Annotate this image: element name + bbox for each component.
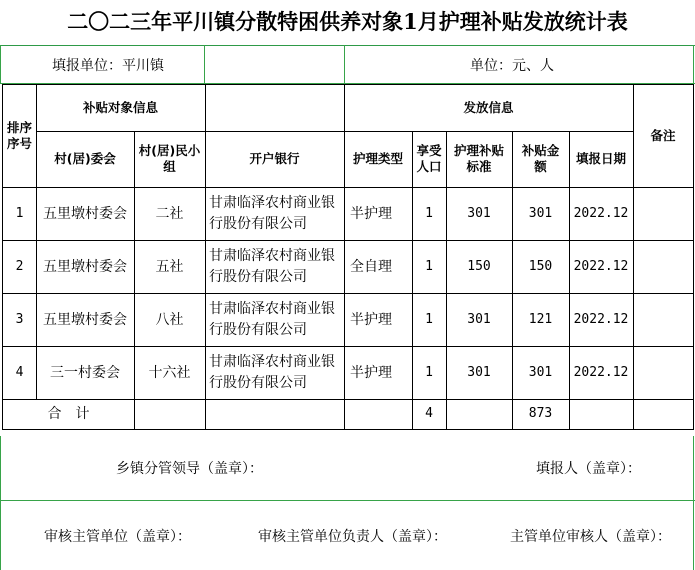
header-bank: 开户银行 — [205, 131, 345, 188]
table-cell-date: 2022.12 — [569, 187, 634, 241]
header-standard: 护理补贴标准 — [446, 131, 513, 188]
total-blank — [633, 399, 694, 430]
table-cell-group: 八社 — [134, 293, 206, 347]
currency-unit: 单位：元、人 — [470, 58, 554, 74]
header-remarks: 备注 — [633, 84, 694, 188]
header-village: 村(居)委会 — [36, 131, 135, 188]
table-cell-persons: 1 — [412, 240, 447, 294]
total-blank — [134, 399, 206, 430]
grid-line — [693, 45, 694, 83]
grid-line — [693, 436, 694, 570]
table-cell-date: 2022.12 — [569, 293, 634, 347]
title-divider — [0, 45, 695, 46]
table-cell-village: 五里墩村委会 — [36, 187, 135, 241]
table-cell-group: 十六社 — [134, 346, 206, 400]
filling-unit: 填报单位：平川镇 — [52, 58, 164, 74]
table-cell-bank: 甘肃临泽农村商业银行股份有限公司 — [205, 346, 345, 400]
header-persons: 享受人口 — [412, 131, 447, 188]
total-persons: 4 — [412, 399, 447, 430]
table-cell-persons: 1 — [412, 346, 447, 400]
table-cell-persons: 1 — [412, 187, 447, 241]
table-cell-group: 二社 — [134, 187, 206, 241]
total-blank — [344, 399, 413, 430]
sign-review-unit: 审核主管单位（盖章）： — [44, 529, 191, 545]
header-seq: 排序序号 — [2, 84, 37, 188]
header-subsidy-info: 补贴对象信息 — [36, 84, 206, 132]
header-payout-info: 发放信息 — [344, 84, 634, 132]
table-cell-persons: 1 — [412, 293, 447, 347]
sign-filler: 填报人（盖章）： — [536, 461, 641, 477]
grid-line — [0, 436, 1, 570]
grid-line — [0, 500, 695, 501]
table-cell-seq: 1 — [2, 187, 37, 241]
total-blank — [569, 399, 634, 430]
sign-review-person: 审核主管单位负责人（盖章）： — [258, 529, 447, 545]
table-cell-bank: 甘肃临泽农村商业银行股份有限公司 — [205, 240, 345, 294]
grid-line — [344, 45, 345, 83]
table-cell-amount: 121 — [512, 293, 570, 347]
table-cell-standard: 301 — [446, 346, 513, 400]
table-cell-village: 三一村委会 — [36, 346, 135, 400]
table-cell-standard: 150 — [446, 240, 513, 294]
table-cell-seq: 4 — [2, 346, 37, 400]
table-cell-amount: 150 — [512, 240, 570, 294]
header-care-type: 护理类型 — [344, 131, 413, 188]
total-blank — [205, 399, 345, 430]
table-cell-care-type: 半护理 — [344, 187, 413, 241]
table-cell-remarks — [633, 346, 694, 400]
table-cell-seq: 2 — [2, 240, 37, 294]
header-group: 村(居)民小组 — [134, 131, 206, 188]
sign-supervisor: 主管单位审核人（盖章）： — [510, 529, 671, 545]
total-blank — [446, 399, 513, 430]
table-cell-care-type: 半护理 — [344, 346, 413, 400]
table-cell-amount: 301 — [512, 346, 570, 400]
table-cell-amount: 301 — [512, 187, 570, 241]
table-cell-bank: 甘肃临泽农村商业银行股份有限公司 — [205, 187, 345, 241]
header-blank — [205, 84, 345, 132]
table-cell-remarks — [633, 187, 694, 241]
table-cell-date: 2022.12 — [569, 240, 634, 294]
total-amount: 873 — [512, 399, 570, 430]
table-cell-village: 五里墩村委会 — [36, 293, 135, 347]
table-cell-care-type: 半护理 — [344, 293, 413, 347]
table-cell-bank: 甘肃临泽农村商业银行股份有限公司 — [205, 293, 345, 347]
grid-line — [204, 45, 205, 83]
table-cell-standard: 301 — [446, 293, 513, 347]
table-cell-seq: 3 — [2, 293, 37, 347]
grid-line — [0, 45, 1, 83]
page-title: 二〇二三年平川镇分散特困供养对象1月护理补贴发放统计表 — [67, 9, 628, 34]
table-cell-village: 五里墩村委会 — [36, 240, 135, 294]
sign-town-leader: 乡镇分管领导（盖章）： — [116, 461, 263, 477]
table-cell-standard: 301 — [446, 187, 513, 241]
table-cell-care-type: 全自理 — [344, 240, 413, 294]
table-cell-remarks — [633, 240, 694, 294]
table-cell-group: 五社 — [134, 240, 206, 294]
header-date: 填报日期 — [569, 131, 634, 188]
table-cell-remarks — [633, 293, 694, 347]
header-amount: 补贴金额 — [512, 131, 570, 188]
total-label: 合 计 — [2, 399, 135, 430]
table-cell-date: 2022.12 — [569, 346, 634, 400]
